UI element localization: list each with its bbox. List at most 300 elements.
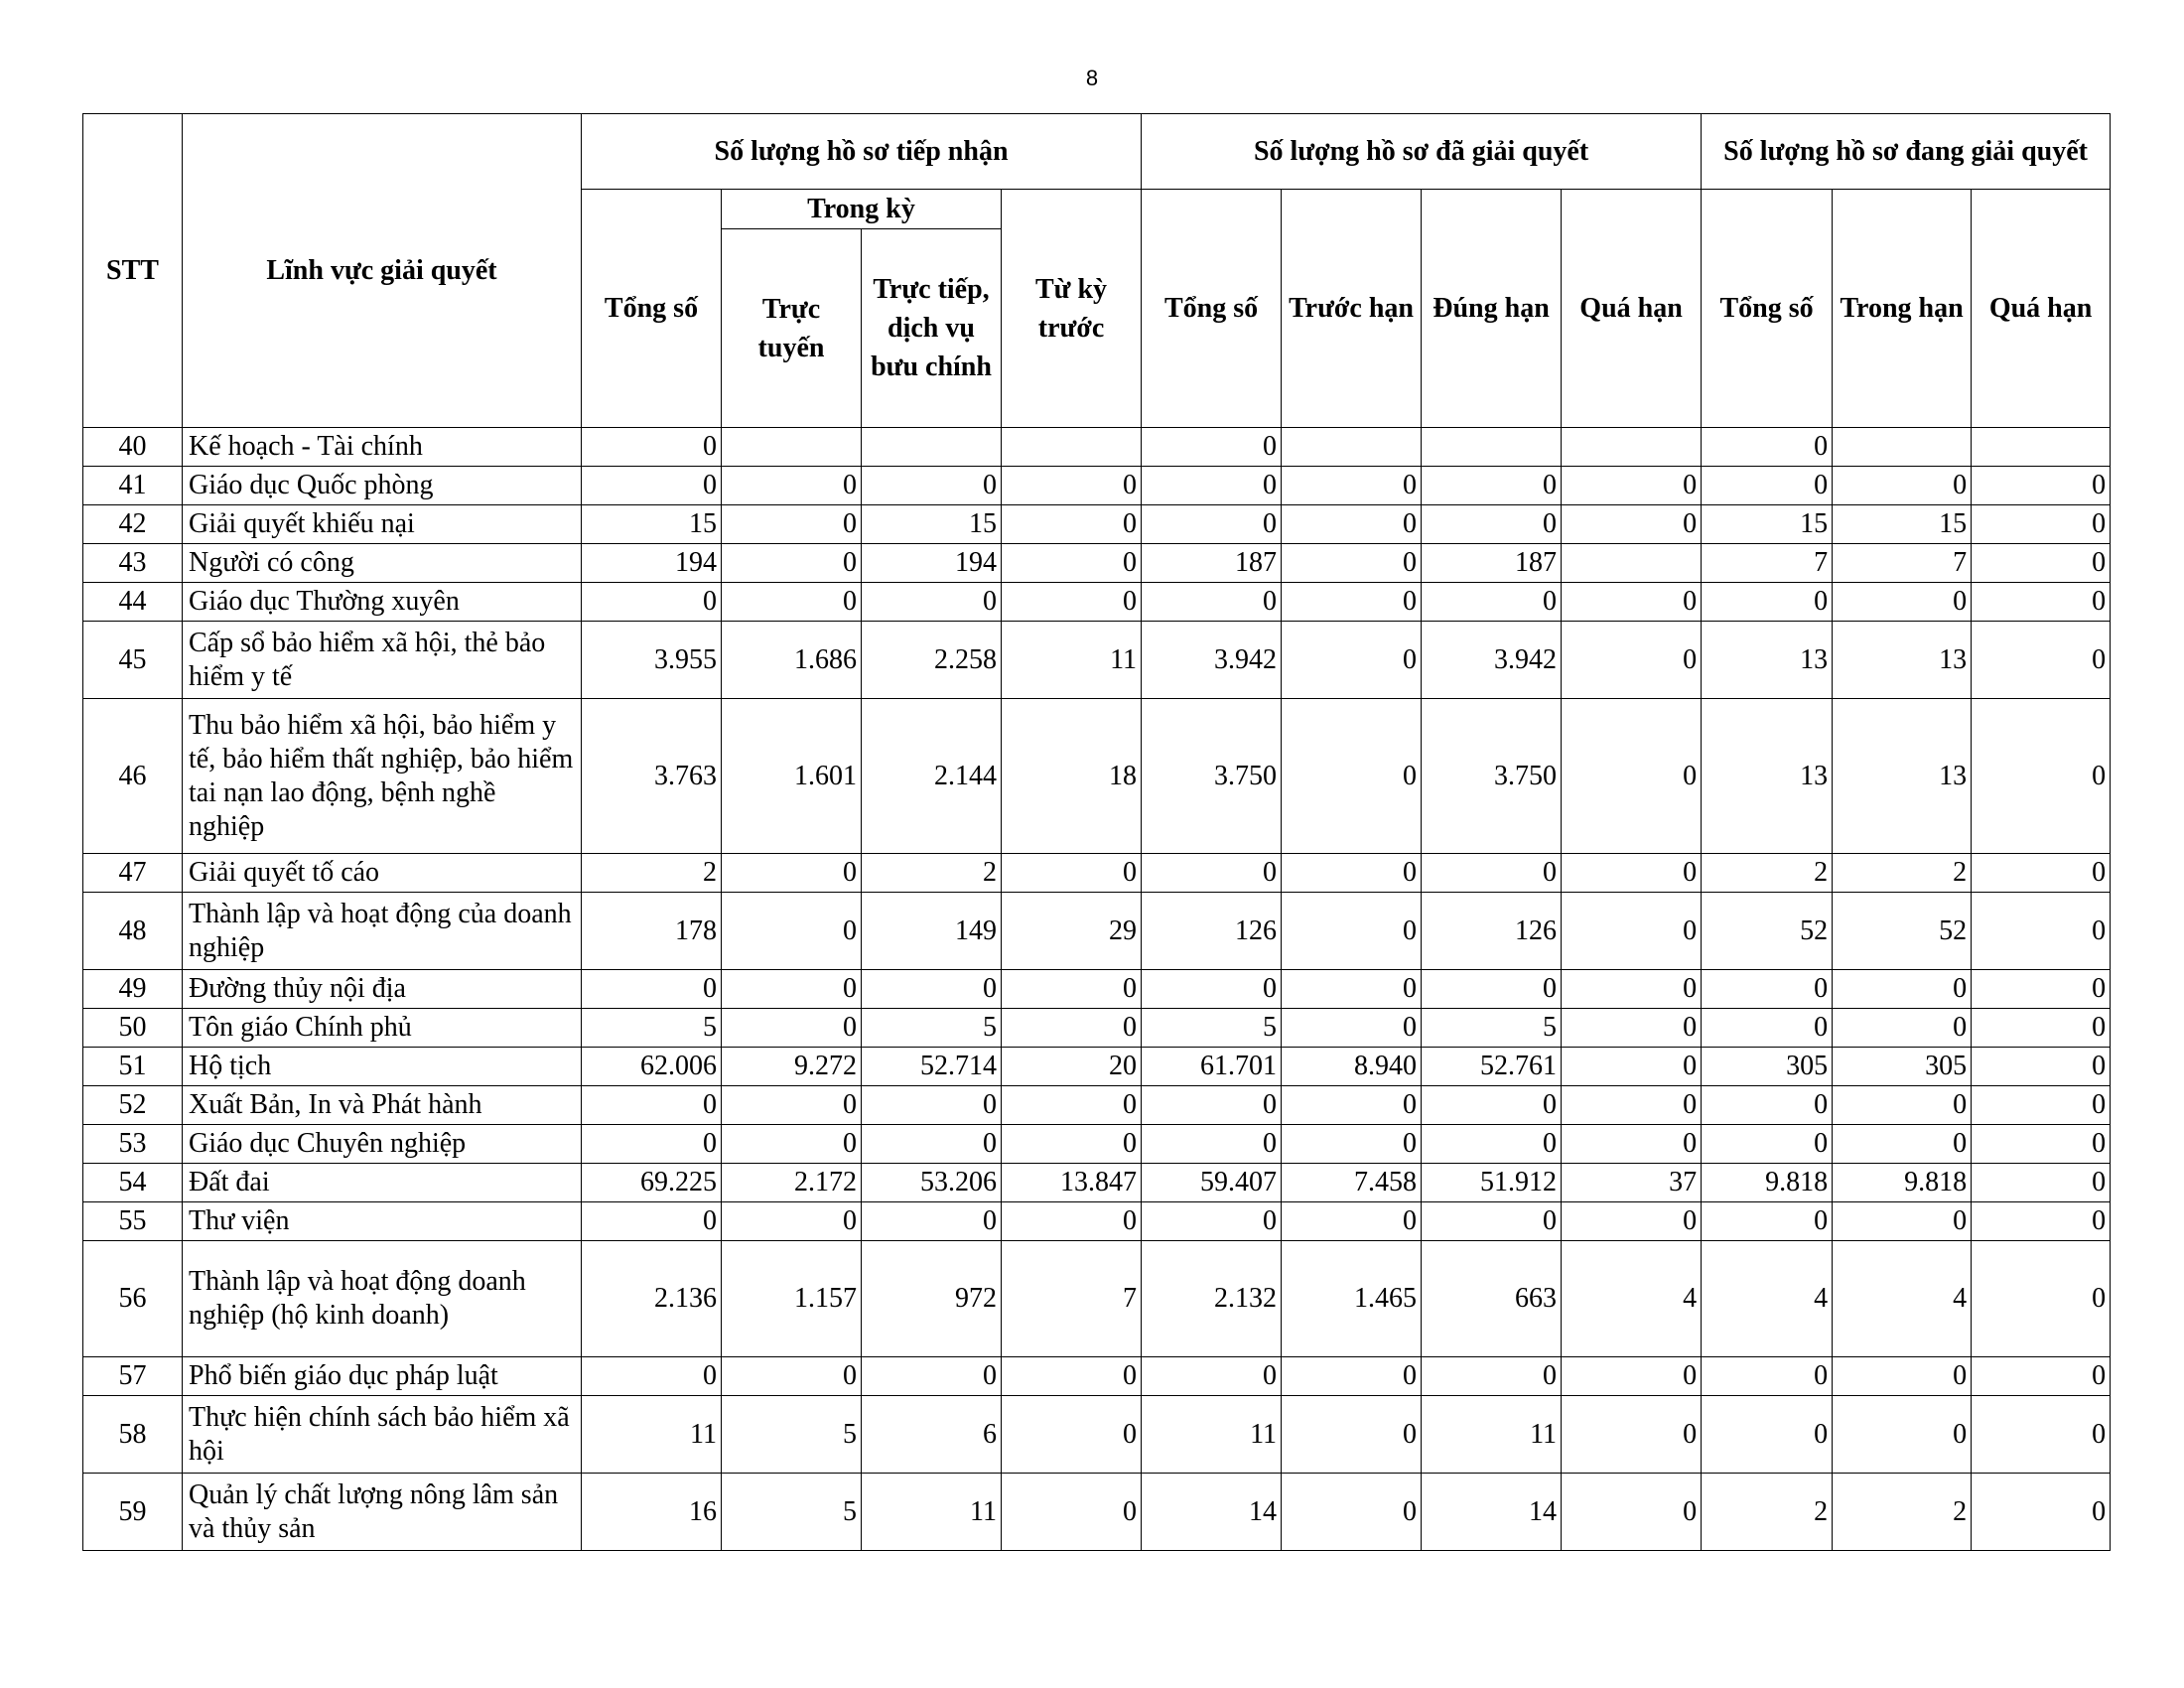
row-value-cell: 11	[582, 1396, 722, 1474]
row-value-cell: 0	[1142, 505, 1282, 544]
row-value-cell: 3.750	[1142, 699, 1282, 854]
row-value-cell: 1.601	[722, 699, 862, 854]
table-row	[83, 1474, 2111, 1551]
row-value-cell: 0	[1972, 1048, 2111, 1086]
row-value-cell: 0	[722, 893, 862, 970]
row-value-cell: 0	[1972, 1396, 2111, 1474]
table-row	[83, 467, 2111, 505]
row-value-cell: 0	[862, 970, 1002, 1009]
header-pending-total: Tổng số	[1702, 190, 1833, 428]
row-value-cell: 53.206	[862, 1164, 1002, 1202]
row-value-cell: 0	[1562, 1009, 1702, 1048]
row-value-cell: 0	[1422, 1086, 1562, 1125]
header-early: Trước hạn	[1282, 190, 1422, 428]
row-value-cell: 0	[582, 428, 722, 467]
table-row	[83, 699, 2111, 854]
row-value-cell: 0	[862, 1086, 1002, 1125]
row-value-cell: 0	[1562, 583, 1702, 622]
row-value-cell: 0	[1833, 1009, 1972, 1048]
row-field-name: Thành lập và hoạt động của doanh nghiệp	[183, 893, 582, 970]
row-value-cell	[1562, 428, 1702, 467]
row-value-cell: 0	[1002, 505, 1142, 544]
table-row	[83, 1396, 2111, 1474]
row-value-cell: 0	[1142, 428, 1282, 467]
row-value-cell: 13	[1833, 622, 1972, 699]
row-value-cell: 0	[1142, 970, 1282, 1009]
row-value-cell: 20	[1002, 1048, 1142, 1086]
row-value-cell: 0	[1142, 583, 1282, 622]
row-value-cell: 0	[1282, 893, 1422, 970]
row-value-cell: 4	[1702, 1241, 1833, 1357]
row-value-cell: 0	[1002, 1357, 1142, 1396]
row-field-name: Đường thủy nội địa	[183, 970, 582, 1009]
row-value-cell: 0	[1562, 467, 1702, 505]
row-value-cell: 0	[1702, 428, 1833, 467]
row-value-cell: 52	[1833, 893, 1972, 970]
table-row	[83, 893, 2111, 970]
row-value-cell: 0	[1972, 1009, 2111, 1048]
row-value-cell: 0	[1972, 1357, 2111, 1396]
row-stt: 55	[83, 1202, 183, 1241]
row-value-cell: 8.940	[1282, 1048, 1422, 1086]
row-value-cell: 1.465	[1282, 1241, 1422, 1357]
table-row	[83, 1125, 2111, 1164]
row-value-cell: 0	[1282, 1125, 1422, 1164]
row-value-cell: 194	[582, 544, 722, 583]
row-value-cell	[1282, 428, 1422, 467]
row-value-cell: 0	[1972, 699, 2111, 854]
row-value-cell: 2	[1702, 854, 1833, 893]
header-received-total: Tổng số	[582, 190, 722, 428]
row-value-cell: 0	[1282, 1086, 1422, 1125]
row-field-name: Giải quyết khiếu nại	[183, 505, 582, 544]
row-field-name: Đất đai	[183, 1164, 582, 1202]
row-value-cell: 0	[1833, 970, 1972, 1009]
row-value-cell: 9.272	[722, 1048, 862, 1086]
row-value-cell: 0	[1833, 467, 1972, 505]
row-value-cell: 0	[1002, 544, 1142, 583]
row-stt: 52	[83, 1086, 183, 1125]
row-value-cell: 0	[1282, 1009, 1422, 1048]
row-value-cell: 2.258	[862, 622, 1002, 699]
table-row	[83, 1241, 2111, 1357]
row-value-cell: 0	[1972, 893, 2111, 970]
header-group-resolved: Số lượng hồ sơ đã giải quyết	[1142, 114, 1702, 190]
row-value-cell: 61.701	[1142, 1048, 1282, 1086]
row-value-cell: 0	[722, 1202, 862, 1241]
row-value-cell: 0	[1562, 1202, 1702, 1241]
row-value-cell	[1002, 428, 1142, 467]
row-value-cell: 0	[1702, 1202, 1833, 1241]
row-value-cell: 0	[862, 1125, 1002, 1164]
row-value-cell: 3.763	[582, 699, 722, 854]
row-value-cell	[1833, 428, 1972, 467]
row-value-cell: 2.172	[722, 1164, 862, 1202]
table-body	[83, 428, 2111, 1551]
row-field-name: Kế hoạch - Tài chính	[183, 428, 582, 467]
row-value-cell: 5	[582, 1009, 722, 1048]
row-value-cell: 0	[1282, 622, 1422, 699]
row-value-cell: 126	[1142, 893, 1282, 970]
row-value-cell: 0	[1562, 699, 1702, 854]
row-value-cell: 0	[1422, 1357, 1562, 1396]
row-value-cell: 62.006	[582, 1048, 722, 1086]
row-stt: 49	[83, 970, 183, 1009]
row-value-cell: 0	[1282, 467, 1422, 505]
row-value-cell: 0	[1562, 1048, 1702, 1086]
row-value-cell: 15	[1702, 505, 1833, 544]
table-row	[83, 583, 2111, 622]
row-stt: 50	[83, 1009, 183, 1048]
row-value-cell: 0	[722, 1125, 862, 1164]
row-value-cell: 0	[1972, 505, 2111, 544]
row-value-cell: 0	[1702, 1125, 1833, 1164]
header-stt: STT	[83, 114, 183, 428]
row-stt: 40	[83, 428, 183, 467]
header-resolved-total: Tổng số	[1142, 190, 1282, 428]
row-value-cell: 4	[1833, 1241, 1972, 1357]
row-value-cell: 0	[1002, 1396, 1142, 1474]
row-field-name: Người có công	[183, 544, 582, 583]
row-value-cell: 0	[1562, 1474, 1702, 1551]
row-stt: 41	[83, 467, 183, 505]
row-value-cell: 0	[582, 1202, 722, 1241]
row-value-cell: 0	[582, 1357, 722, 1396]
row-value-cell: 14	[1142, 1474, 1282, 1551]
header-in-period: Trong kỳ	[722, 190, 1002, 229]
row-stt: 48	[83, 893, 183, 970]
row-value-cell: 0	[1002, 583, 1142, 622]
row-field-name: Giáo dục Quốc phòng	[183, 467, 582, 505]
row-value-cell: 0	[862, 583, 1002, 622]
row-value-cell: 0	[1972, 970, 2111, 1009]
row-value-cell: 663	[1422, 1241, 1562, 1357]
row-value-cell: 0	[1702, 1009, 1833, 1048]
row-stt: 45	[83, 622, 183, 699]
table-row	[83, 1164, 2111, 1202]
row-value-cell: 0	[1972, 467, 2111, 505]
row-value-cell: 0	[1562, 1125, 1702, 1164]
row-value-cell	[1562, 544, 1702, 583]
row-value-cell: 0	[1702, 1086, 1833, 1125]
row-field-name: Cấp sổ bảo hiểm xã hội, thẻ bảo hiểm y tế	[183, 622, 582, 699]
row-field-name: Giáo dục Chuyên nghiệp	[183, 1125, 582, 1164]
row-value-cell: 0	[1972, 1241, 2111, 1357]
row-value-cell: 5	[1422, 1009, 1562, 1048]
header-within-deadline: Trong hạn	[1833, 190, 1972, 428]
row-value-cell: 5	[722, 1396, 862, 1474]
row-value-cell: 0	[1422, 854, 1562, 893]
row-field-name: Phổ biến giáo dục pháp luật	[183, 1357, 582, 1396]
row-value-cell: 0	[1833, 1396, 1972, 1474]
row-value-cell: 11	[862, 1474, 1002, 1551]
row-value-cell: 0	[722, 854, 862, 893]
header-group-pending: Số lượng hồ sơ đang giải quyết	[1702, 114, 2111, 190]
row-value-cell: 0	[1833, 1202, 1972, 1241]
row-value-cell: 4	[1562, 1241, 1702, 1357]
row-value-cell: 9.818	[1833, 1164, 1972, 1202]
row-value-cell: 0	[582, 970, 722, 1009]
row-value-cell: 0	[722, 467, 862, 505]
row-value-cell: 3.942	[1422, 622, 1562, 699]
table-row	[83, 428, 2111, 467]
row-value-cell: 187	[1142, 544, 1282, 583]
header-online: Trực tuyến	[722, 229, 862, 428]
row-value-cell: 0	[722, 1086, 862, 1125]
row-value-cell: 18	[1002, 699, 1142, 854]
row-value-cell: 5	[1142, 1009, 1282, 1048]
row-stt: 57	[83, 1357, 183, 1396]
row-value-cell: 11	[1422, 1396, 1562, 1474]
row-value-cell: 0	[582, 1086, 722, 1125]
row-field-name: Thực hiện chính sách bảo hiểm xã hội	[183, 1396, 582, 1474]
row-value-cell: 52.714	[862, 1048, 1002, 1086]
header-group-received: Số lượng hồ sơ tiếp nhận	[582, 114, 1142, 190]
row-value-cell: 194	[862, 544, 1002, 583]
header-pending-overdue: Quá hạn	[1972, 190, 2111, 428]
row-value-cell: 0	[1282, 544, 1422, 583]
row-value-cell: 2.136	[582, 1241, 722, 1357]
row-value-cell: 11	[1002, 622, 1142, 699]
row-value-cell: 0	[862, 1202, 1002, 1241]
row-field-name: Hộ tịch	[183, 1048, 582, 1086]
row-value-cell	[1422, 428, 1562, 467]
row-value-cell: 0	[1562, 1357, 1702, 1396]
row-value-cell: 13	[1833, 699, 1972, 854]
row-value-cell: 7.458	[1282, 1164, 1422, 1202]
row-value-cell: 0	[1142, 854, 1282, 893]
table-row	[83, 505, 2111, 544]
row-value-cell: 2	[582, 854, 722, 893]
header-direct-postal: Trực tiếp, dịch vụ bưu chính	[862, 229, 1002, 428]
row-stt: 56	[83, 1241, 183, 1357]
row-value-cell: 0	[1702, 1357, 1833, 1396]
row-value-cell: 0	[1002, 1086, 1142, 1125]
row-value-cell: 0	[1562, 854, 1702, 893]
table-row	[83, 544, 2111, 583]
row-value-cell: 0	[1002, 1202, 1142, 1241]
row-value-cell: 1.686	[722, 622, 862, 699]
row-value-cell: 0	[1002, 1125, 1142, 1164]
row-value-cell: 0	[1833, 1357, 1972, 1396]
table-row	[83, 1086, 2111, 1125]
row-value-cell: 0	[1972, 544, 2111, 583]
row-stt: 59	[83, 1474, 183, 1551]
row-value-cell: 0	[862, 467, 1002, 505]
row-value-cell: 6	[862, 1396, 1002, 1474]
row-value-cell: 0	[1702, 970, 1833, 1009]
row-value-cell: 0	[1002, 854, 1142, 893]
row-value-cell: 0	[722, 583, 862, 622]
row-value-cell: 5	[862, 1009, 1002, 1048]
row-value-cell: 7	[1702, 544, 1833, 583]
row-value-cell: 0	[582, 583, 722, 622]
row-value-cell: 0	[1562, 505, 1702, 544]
row-stt: 53	[83, 1125, 183, 1164]
row-value-cell: 972	[862, 1241, 1002, 1357]
row-value-cell: 0	[1282, 1396, 1422, 1474]
row-value-cell: 15	[582, 505, 722, 544]
row-stt: 54	[83, 1164, 183, 1202]
row-value-cell: 37	[1562, 1164, 1702, 1202]
table-header	[83, 114, 2111, 428]
row-value-cell: 0	[1422, 583, 1562, 622]
row-value-cell: 0	[1702, 583, 1833, 622]
row-field-name: Xuất Bản, In và Phát hành	[183, 1086, 582, 1125]
row-value-cell: 29	[1002, 893, 1142, 970]
row-stt: 47	[83, 854, 183, 893]
row-value-cell: 0	[1972, 1202, 2111, 1241]
row-stt: 43	[83, 544, 183, 583]
row-field-name: Thu bảo hiểm xã hội, bảo hiểm y tế, bảo hiểm thất nghiệp, bảo hiểm tai nạn lao động, bệnh nghề nghiệp	[183, 699, 582, 854]
row-stt: 51	[83, 1048, 183, 1086]
row-value-cell: 7	[1833, 544, 1972, 583]
row-field-name: Thành lập và hoạt động doanh nghiệp (hộ kinh doanh)	[183, 1241, 582, 1357]
header-field: Lĩnh vực giải quyết	[183, 114, 582, 428]
row-value-cell: 0	[1002, 1474, 1142, 1551]
row-value-cell: 0	[722, 505, 862, 544]
row-value-cell: 2.144	[862, 699, 1002, 854]
row-stt: 58	[83, 1396, 183, 1474]
row-value-cell	[722, 428, 862, 467]
row-value-cell: 0	[1422, 467, 1562, 505]
table-row	[83, 1009, 2111, 1048]
row-value-cell: 0	[1972, 1086, 2111, 1125]
row-value-cell: 149	[862, 893, 1002, 970]
row-value-cell: 0	[1562, 970, 1702, 1009]
row-value-cell: 0	[722, 544, 862, 583]
row-field-name: Thư viện	[183, 1202, 582, 1241]
row-value-cell: 0	[1142, 1357, 1282, 1396]
row-value-cell: 52	[1702, 893, 1833, 970]
row-value-cell: 0	[1282, 1202, 1422, 1241]
row-value-cell: 0	[1282, 854, 1422, 893]
row-value-cell: 2	[1833, 854, 1972, 893]
row-value-cell: 187	[1422, 544, 1562, 583]
row-value-cell: 0	[582, 1125, 722, 1164]
row-value-cell: 3.955	[582, 622, 722, 699]
row-value-cell: 0	[722, 1357, 862, 1396]
row-value-cell: 0	[1422, 505, 1562, 544]
row-value-cell: 9.818	[1702, 1164, 1833, 1202]
row-value-cell: 0	[1562, 1086, 1702, 1125]
row-value-cell: 3.750	[1422, 699, 1562, 854]
table-row	[83, 1202, 2111, 1241]
row-value-cell: 11	[1142, 1396, 1282, 1474]
row-value-cell: 2.132	[1142, 1241, 1282, 1357]
row-value-cell: 0	[1972, 622, 2111, 699]
row-value-cell: 0	[1142, 1202, 1282, 1241]
row-value-cell: 15	[862, 505, 1002, 544]
row-value-cell: 5	[722, 1474, 862, 1551]
row-value-cell: 13	[1702, 622, 1833, 699]
row-value-cell: 14	[1422, 1474, 1562, 1551]
row-value-cell: 305	[1833, 1048, 1972, 1086]
row-value-cell: 0	[722, 1009, 862, 1048]
row-value-cell: 178	[582, 893, 722, 970]
row-value-cell: 0	[1282, 505, 1422, 544]
row-value-cell: 0	[1972, 583, 2111, 622]
page-number: 8	[1085, 66, 1099, 90]
row-value-cell: 0	[1833, 1086, 1972, 1125]
row-value-cell: 0	[1002, 1009, 1142, 1048]
table-row	[83, 970, 2111, 1009]
row-value-cell: 0	[1422, 1125, 1562, 1164]
row-value-cell: 13.847	[1002, 1164, 1142, 1202]
row-value-cell: 0	[1702, 467, 1833, 505]
row-value-cell: 0	[1972, 1474, 2111, 1551]
row-value-cell: 0	[1562, 893, 1702, 970]
row-value-cell: 0	[1282, 583, 1422, 622]
row-value-cell: 2	[862, 854, 1002, 893]
header-overdue: Quá hạn	[1562, 190, 1702, 428]
row-value-cell: 0	[1002, 970, 1142, 1009]
header-from-previous: Từ kỳ trước	[1002, 190, 1142, 428]
row-value-cell: 15	[1833, 505, 1972, 544]
row-value-cell: 0	[1833, 1125, 1972, 1164]
row-value-cell: 0	[1422, 970, 1562, 1009]
row-value-cell: 0	[1282, 970, 1422, 1009]
row-value-cell: 3.942	[1142, 622, 1282, 699]
row-value-cell: 0	[1422, 1202, 1562, 1241]
row-value-cell	[1972, 428, 2111, 467]
statistics-table	[82, 113, 2111, 1551]
row-value-cell: 0	[1142, 467, 1282, 505]
table-row	[83, 1357, 2111, 1396]
table-row	[83, 854, 2111, 893]
row-value-cell: 0	[1972, 854, 2111, 893]
row-stt: 42	[83, 505, 183, 544]
row-value-cell: 7	[1002, 1241, 1142, 1357]
row-value-cell: 0	[1702, 1396, 1833, 1474]
row-field-name: Giải quyết tố cáo	[183, 854, 582, 893]
row-stt: 46	[83, 699, 183, 854]
row-value-cell: 0	[1142, 1086, 1282, 1125]
row-value-cell: 126	[1422, 893, 1562, 970]
row-value-cell: 0	[582, 467, 722, 505]
row-value-cell: 16	[582, 1474, 722, 1551]
row-value-cell: 305	[1702, 1048, 1833, 1086]
row-value-cell: 2	[1702, 1474, 1833, 1551]
header-on-time: Đúng hạn	[1422, 190, 1562, 428]
row-field-name: Giáo dục Thường xuyên	[183, 583, 582, 622]
row-value-cell: 0	[1972, 1125, 2111, 1164]
row-value-cell: 0	[1002, 467, 1142, 505]
row-value-cell: 0	[1562, 1396, 1702, 1474]
row-value-cell: 0	[1972, 1164, 2111, 1202]
row-field-name: Tôn giáo Chính phủ	[183, 1009, 582, 1048]
row-value-cell	[862, 428, 1002, 467]
row-value-cell: 13	[1702, 699, 1833, 854]
table-row	[83, 1048, 2111, 1086]
row-value-cell: 0	[1562, 622, 1702, 699]
row-value-cell: 0	[862, 1357, 1002, 1396]
row-value-cell: 0	[722, 970, 862, 1009]
row-value-cell: 0	[1833, 583, 1972, 622]
row-value-cell: 1.157	[722, 1241, 862, 1357]
row-value-cell: 2	[1833, 1474, 1972, 1551]
table-row	[83, 622, 2111, 699]
row-value-cell: 0	[1282, 1357, 1422, 1396]
row-value-cell: 51.912	[1422, 1164, 1562, 1202]
row-stt: 44	[83, 583, 183, 622]
row-value-cell: 59.407	[1142, 1164, 1282, 1202]
row-value-cell: 69.225	[582, 1164, 722, 1202]
row-value-cell: 0	[1142, 1125, 1282, 1164]
row-field-name: Quản lý chất lượng nông lâm sản và thủy sản	[183, 1474, 582, 1551]
row-value-cell: 0	[1282, 1474, 1422, 1551]
row-value-cell: 52.761	[1422, 1048, 1562, 1086]
